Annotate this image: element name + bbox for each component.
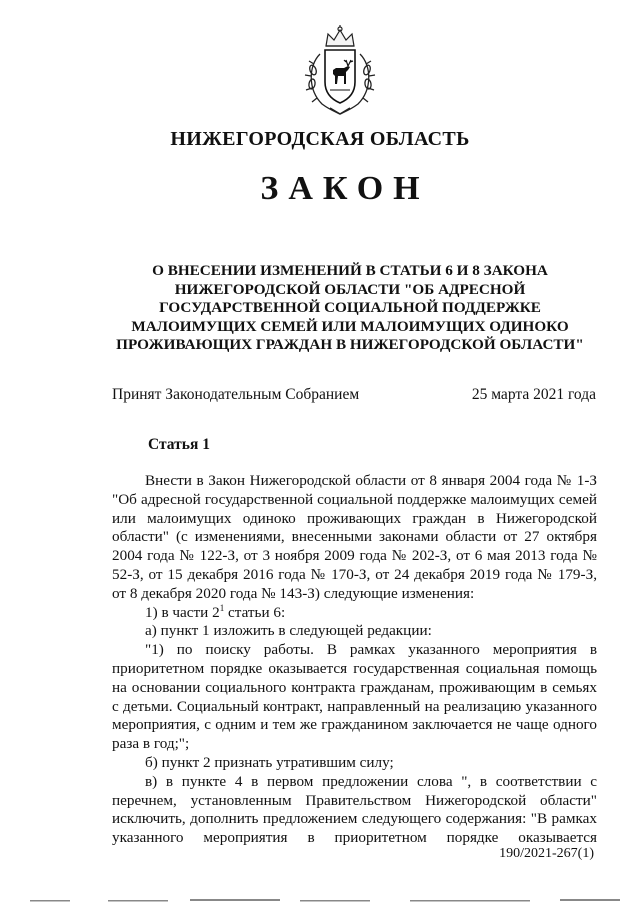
adopted-by-label: Принят Законодательным Собранием — [112, 386, 360, 403]
adoption-info — [112, 386, 596, 404]
law-title-line: ГОСУДАРСТВЕННОЙ СОЦИАЛЬНОЙ ПОДДЕРЖКЕ — [159, 299, 541, 316]
region-name: НИЖЕГОРОДСКАЯ ОБЛАСТЬ — [170, 128, 470, 150]
item-1-suffix: статьи 6: — [224, 603, 286, 621]
amendment-subitem-c: в) в пункте 4 в первом предложении слова ", в соответствии с перечнем, установленным Правительством Нижегородской области" исключить, дополнить предложением следующего содержания: "В рамках указанного мероприятия в приоритетном порядке оказывается — [112, 772, 597, 847]
law-title — [100, 262, 600, 355]
article-intro-paragraph: Внести в Закон Нижегородской области от 8 января 2004 года № 1-З "Об адресной государственной социальной поддержке малоимущих семей или малоимущих одиноко проживающих граждан в Нижегородской области" (с изменениями, внесенными законами области от 27 октября 2004 года № 122-З, от 3 ноября 2009 года № 202-З, от 6 мая 2013 года № 52-З, от 15 декабря 2016 года № 170-З, от 24 декабря 2019 года № 179-З, от 8 декабря 2020 года № 143-З) следующие изменения: — [112, 472, 597, 602]
article-body — [112, 472, 597, 848]
amendment-item-1 — [112, 604, 597, 623]
amendment-quoted-text: "1) по поиску работы. В рамках указанного мероприятия в приоритетном порядке оказывается государственная социальная помощь на основании социального контракта гражданам, проживающим в семьях с детьми. Социальный контракт, направленный на реализацию указанного мероприятия, с одним и тем же гражданином заключается не чаще одного раза в год;"; — [112, 641, 597, 753]
law-title-line: НИЖЕГОРОДСКОЙ ОБЛАСТИ "ОБ АДРЕСНОЙ — [174, 280, 526, 298]
item-1-superscript: 1 — [219, 602, 225, 613]
document-number: 190/2021-267(1) — [499, 846, 594, 861]
amendment-subitem-a: а) пункт 1 изложить в следующей редакции: — [145, 622, 432, 640]
article-heading: Статья 1 — [148, 436, 210, 453]
amendment-subitem-b: б) пункт 2 признать утратившим силу; — [145, 753, 394, 771]
law-title-line: О ВНЕСЕНИИ ИЗМЕНЕНИЙ В СТАТЬИ 6 И 8 ЗАКОНА — [152, 262, 548, 279]
adoption-date: 25 марта 2021 года — [471, 386, 596, 403]
law-title-line: МАЛОИМУЩИХ СЕМЕЙ ИЛИ МАЛОИМУЩИХ ОДИНОКО — [131, 317, 569, 335]
law-title-line: ПРОЖИВАЮЩИХ ГРАЖДАН В НИЖЕГОРОДСКОЙ ОБЛАСТИ" — [116, 336, 584, 353]
document-type-heading: ЗАКОН — [260, 170, 430, 207]
scan-edge-artifact — [0, 896, 640, 905]
item-1-prefix: 1) в части 2 — [145, 603, 220, 621]
coat-of-arms-emblem — [300, 24, 380, 118]
